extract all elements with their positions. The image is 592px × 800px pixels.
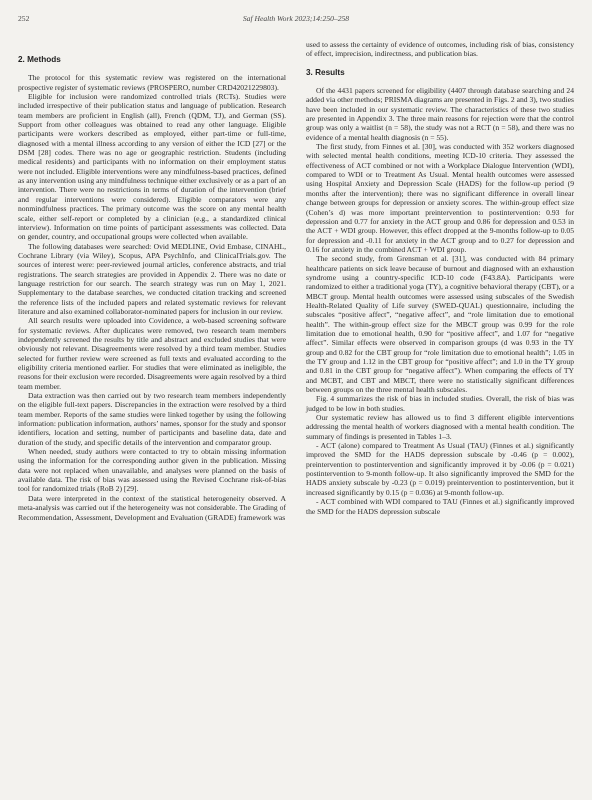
methods-paragraph: Eligible for inclusion were randomized controlled trials (RCTs). Studies were included irrespective of their publication status and language of publication. Research team members are proficient in English (all), French (QDM, TJ), and German (SS). Support from other colleagues was obtained to read any other language. Eligible participants were workers described as employed, either part-time or full-time, diagnosed with a mental illness according to any version of either the ICD [27] or the DSM [28] codes. There was no age or geographic restriction. Students (including medical residents) and participants with no information on their employment status were not included. Eligible interventions were any mindfulness-based practices, defined as any intervention using any mindfulness technique either exclusively or as a part of an intervention. There were no restrictions in terms of duration of the intervention (brief and regular interventions were considered). Eligible comparators were any nonmindfulness practices. The primary outcome was the score on any mental health scale, either self-report or completed by a clinician (e.g., a standardized clinical interview). Information on time points of participant assessments was collected. Data on gender, country, and occupational groups were collected when available. [18, 92, 286, 242]
right-column [306, 40, 574, 516]
results-paragraph: Of the 4431 papers screened for eligibility (4407 through database searching and 24 added via other methods; PRISMA diagrams are presented in Figs. 2 and 3), two studies have been included in our systematic review. The characteristics of these two studies are presented in Appendix 3. The three main reasons for rejection were that the control group was only a waitlist (n = 58), the study was not a RCT (n = 58), and there was no evidence of a mental health diagnosis (n = 55). [306, 86, 574, 142]
section-heading-methods: 2. Methods [18, 55, 61, 64]
methods-paragraph: All search results were uploaded into Covidence, a web-based screening software for systematic reviews. After duplicates were removed, two research team members independently screened the results by title and abstract and excluded studies that were obviously not relevant. Disagreements were resolved by a third team member. Studies selected for further review were screened as full texts and evaluated according to the eligibility criteria mentioned earlier. For studies that were eliminated as ineligible, the reasons for their exclusion were recorded. Disagreements were again resolved by a third team member. [18, 316, 286, 391]
running-header [14, 14, 578, 26]
page-number: 252 [18, 14, 30, 23]
methods-paragraph: The following databases were searched: Ovid MEDLINE, Ovid Embase, CINAHL, Cochrane Library (via Wiley), Scopus, APA PsychInfo, and ClinicalTrials.gov. The sources of interest were: peer-reviewed journal articles, conference abstracts, and trial registrations. The search strategies are provided in Appendix 2. There was no date or language restriction for our search. The search strategy was run on May 1, 2021. Supplementary to the database searches, we conducted citation tracking and screened the reference lists of the included papers and related systematic reviews for relevant literature and also examined collaborator-nominated papers for inclusion in our review. [18, 241, 286, 316]
results-paragraph: The second study, from Grensman et al. [31], was conducted with 84 primary healthcare patients on sick leave because of burnout and diagnosed with an exhaustion syndrome using a country-specific ICD-10 code (F43.8A). Participants were randomized to either a traditional yoga (TY), a cognitive behavioral therapy (CBT), or a MBCT group. Mental health outcomes were assessed using subscales of the Swedish Health-Related Quality of Life survey (SWED-QUAL) questionnaire, including the subscales “positive affect”, “negative affect”, and “role limitation due to emotional health”. The within-group effect size for the MBCT group was 0.99 for the role limitation due to emotional health, 0.90 for “positive affect”, and 1.07 for “negative affect”. Similar effects were observed in comparison groups (d was 0.93 in the TY group and 0.82 for the CBT group for “role limitation due to emotional health”; 1.05 in the TY group and 1.12 in the CBT group for “positive affect”; and 1.0 in the TY group and 0.81 in the CBT group for “negative affect”). When comparing the effects of TY and MCBT, and CBT and MBCT, there were no statistically significant differences between groups on the three mental health subscales. [306, 254, 575, 395]
methods-continuation: used to assess the certainty of evidence of outcomes, including risk of bias, consistency of effect, imprecision, indirectness, and publication bias. [306, 40, 574, 59]
methods-paragraph: Data were interpreted in the context of the statistical heterogeneity observed. A meta-analysis was carried out if the heterogeneity was not considerable. The Grading of Recommendation, Assessment, Development and Evaluation (GRADE) framework was [18, 493, 286, 522]
journal-citation: Saf Health Work 2023;14:250–258 [242, 14, 350, 23]
left-column [18, 40, 286, 522]
section-heading-results: 3. Results [306, 67, 345, 77]
methods-paragraph: Data extraction was then carried out by two research team members independently on the eligible full-text papers. Discrepancies in the extraction were resolved by a third team member. Reports of the same studies were linked together by using the following information: publication information, authors’ names, sponsor for the study and sponsor identifiers, location and setting, number of participants and baseline data, date and duration of the study, and specific details of the intervention and comparator group. [18, 391, 286, 447]
results-paragraph: Our systematic review has allowed us to find 3 different eligible interventions addressing the mental health of workers diagnosed with a mental health condition. The summary of findings is presented in Tables 1–3. [306, 413, 574, 441]
methods-paragraph: The protocol for this systematic review was registered on the international prospective register of systematic reviews (PROSPERO, number CRD42021229803). [18, 73, 286, 92]
results-paragraph: The first study, from Finnes et al. [30], was conducted with 352 workers diagnosed with selected mental health conditions, meeting ICD-10 criteria. They assessed the effectiveness of ACT combined or not with a Workplace Dialogue Intervention (WDI), compared to WDI or to Treatment As Usual. Mental health outcomes were assessed using Hospital Anxiety and Depression Scale (HADS) for the follow-up period (9 months after the intervention); there was no significant difference in overall linear change between groups for depression or anxiety scores. The within-group effect size (Cohen’s d) was more important preintervention to postintervention: 0.93 for depression and 0.77 for anxiety in the ACT group and 0.86 for depression and 0.53 in the ACT + WDI group. However, this effect dropped at the 9-months follow-up to 0.05 for depression and -0.11 for anxiety in the ACT group and to 0.27 for depression and 0.16 for anxiety in the combined ACT + WDI group. [306, 142, 574, 254]
results-paragraph: Fig. 4 summarizes the risk of bias in included studies. Overall, the risk of bias was judged to be low in both studies. [306, 394, 574, 413]
results-paragraph: - ACT combined with WDI compared to TAU (Finnes et al.) significantly improved the SMD for the HADS depression subscale [306, 497, 574, 516]
results-paragraph: - ACT (alone) compared to Treatment As Usual (TAU) (Finnes et al.) significantly improved the SMD for the HADS depression subscale by -0.46 (p = 0.002), preintervention to postintervention and significantly improved it by -0.06 (p = 0.021) postintervention to 9-month follow-up. It also significantly improved the SMD for the HADS anxiety subscale by -0.23 (p = 0.019) preintervention to postintervention, but it increased significantly by 0.15 (p = 0.036) at 9-month follow-up. [306, 441, 574, 497]
methods-paragraph: When needed, study authors were contacted to try to obtain missing information using the information for the corresponding author given in the publication. Missing data were not replaced when unavailable, and analyses were planned on the basis of available data. The risk of bias was assessed using the Revised Cochrane risk-of-bias tool for randomized trials (RoB 2) [29]. [18, 447, 286, 494]
